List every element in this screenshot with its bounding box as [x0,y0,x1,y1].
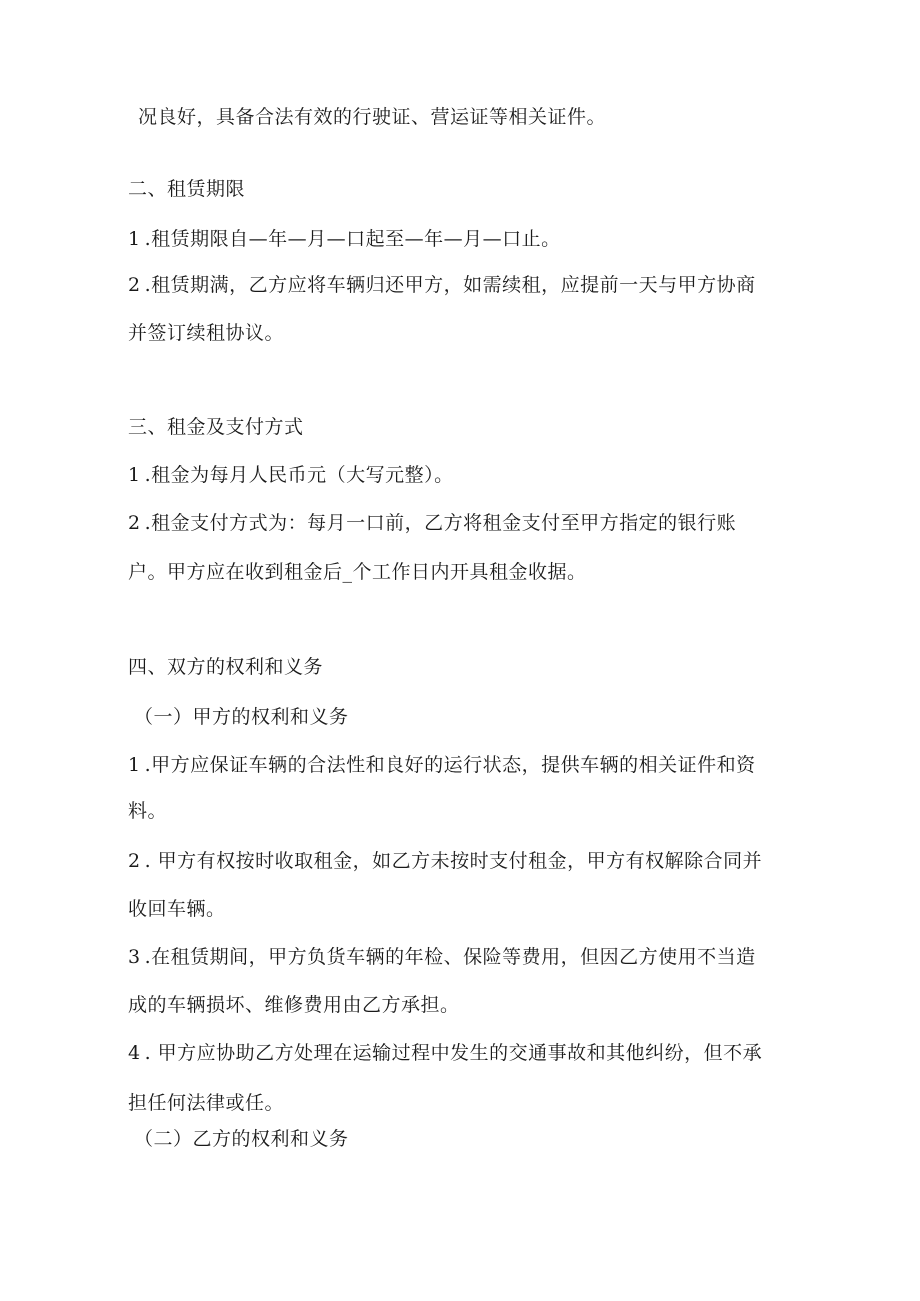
clause-text: .甲方应保证车辆的合法性和良好的运行状态，提供车辆的相关证件和资 [144,754,756,776]
heading-text: （一）甲方的权利和义务 [134,706,349,728]
clause-text: .租金支付方式为：每月一口前，乙方将租金支付至甲方指定的银行账 [144,512,737,534]
paragraph-line [138,104,606,130]
clause-number: 2 [128,512,141,534]
line-text: 成的车辆损坏、维修费用由乙方承担。 [128,994,460,1016]
clause-item [128,272,756,298]
paragraph-line [128,559,587,585]
paragraph-line [128,798,167,824]
heading-text: 三、租金及支付方式 [128,416,304,438]
clause-number: 1 [128,464,141,486]
heading-text: 二、租赁期限 [128,178,246,200]
subsection-heading-party-a [134,704,349,730]
clause-item [128,944,756,970]
section-heading-rent-payment [128,414,304,440]
clause-text: . 甲方有权按时收取租金，如乙方未按时支付租金，甲方有权解除合同并 [144,850,763,872]
clause-item [128,226,561,252]
heading-text: 四、双方的权利和义务 [128,656,324,678]
clause-number: 4 [128,1042,141,1064]
clause-text: .租赁期满，乙方应将车辆归还甲方，如需续租，应提前一天与甲方协商 [144,274,756,296]
line-text: 况良好，具备合法有效的行驶证、营运证等相关证件。 [138,106,607,128]
line-text: 担任何法律或任。 [128,1092,285,1114]
paragraph-line [128,1090,284,1116]
heading-text: （二）乙方的权利和义务 [134,1128,349,1150]
clause-item [128,752,756,778]
paragraph-line [128,320,284,346]
clause-item [128,848,762,874]
clause-text: .租金为每月人民币元（大写元整）。 [144,464,454,486]
clause-item [128,510,736,536]
line-text: 并签订续租协议。 [128,322,285,344]
clause-number: 2 [128,274,141,296]
clause-number: 2 [128,850,141,872]
paragraph-line [128,896,226,922]
paragraph-line [128,992,460,1018]
clause-text: .租赁期限自—年—月—口起至—年—月—口止。 [144,228,561,250]
clause-number: 3 [128,946,141,968]
section-heading-lease-term [128,176,245,202]
clause-item [128,462,454,488]
line-text: 户。甲方应在收到租金后_个工作日内开具租金收据。 [128,561,587,583]
clause-text: . 甲方应协助乙方处理在运输过程中发生的交通事故和其他纠纷，但不承 [144,1042,763,1064]
subsection-heading-party-b [134,1126,349,1152]
clause-item [128,1040,762,1066]
clause-text: .在租赁期间，甲方负货车辆的年检、保险等费用，但因乙方使用不当造 [144,946,756,968]
line-text: 料。 [128,800,168,822]
section-heading-rights-obligations [128,654,323,680]
clause-number: 1 [128,228,141,250]
clause-number: 1 [128,754,141,776]
line-text: 收回车辆。 [128,898,226,920]
